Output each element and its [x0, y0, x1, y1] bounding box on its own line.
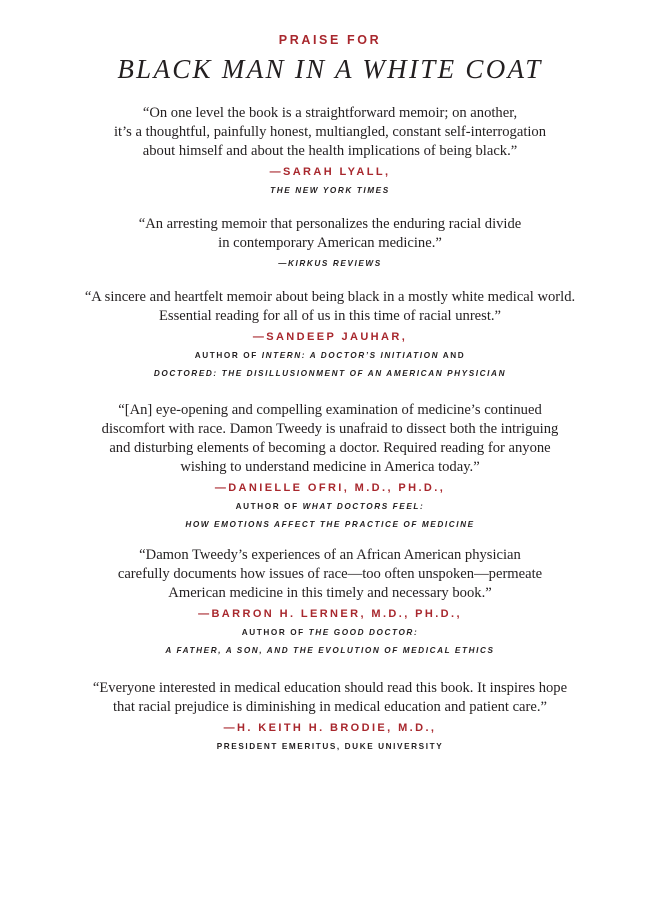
quote-line: in contemporary American medicine.” — [218, 235, 442, 251]
credential-text: AUTHOR OF — [235, 502, 303, 511]
blurb-sarah-lyall — [0, 104, 660, 196]
praise-kicker: PRAISE FOR — [278, 33, 382, 47]
attribution-name: —H. KEITH H. BRODIE, M.D., — [223, 722, 437, 734]
blurb-quote — [0, 288, 660, 326]
quote-line: “Everyone interested in medical education should read this book. It inspires hope — [92, 680, 568, 696]
attribution-credential — [0, 627, 660, 638]
quote-line: “On one level the book is a straightforward memoir; on another, — [142, 105, 518, 121]
quote-line: “A sincere and heartfelt memoir about being black in a mostly white medical world. — [84, 289, 576, 305]
publication-title: THE NEW YORK TIMES — [270, 186, 390, 195]
credential-text: PRESIDENT EMERITUS, DUKE UNIVERSITY — [216, 742, 444, 751]
quote-line: discomfort with race. Damon Tweedy is unafraid to dissect both the intriguing — [101, 421, 559, 437]
attribution-name: —SANDEEP JAUHAR, — [252, 331, 408, 343]
quote-line: “[An] eye-opening and compelling examination of medicine’s continued — [118, 402, 542, 418]
quote-line: Essential reading for all of us in this time of racial unrest.” — [158, 308, 502, 324]
blurb-sandeep-jauhar — [0, 288, 660, 379]
attribution-name — [0, 258, 660, 269]
attribution-dash: — — [278, 259, 288, 268]
attribution-credential — [0, 645, 660, 656]
book-citation: INTERN: A DOCTOR’S INITIATION — [261, 351, 440, 360]
attribution-name: —BARRON H. LERNER, M.D., PH.D., — [198, 608, 462, 620]
attribution-credential — [0, 519, 660, 530]
blurb-quote — [0, 546, 660, 603]
quote-line: “Damon Tweedy’s experiences of an African American physician — [139, 547, 521, 563]
credential-text: AUTHOR OF — [241, 628, 309, 637]
book-citation: A FATHER, A SON, AND THE EVOLUTION OF MEDICAL ETHICS — [165, 646, 495, 655]
quote-line: about himself and about the health implications of being black.” — [142, 143, 518, 159]
attribution-credential — [0, 350, 660, 361]
book-citation: WHAT DOCTORS FEEL: — [302, 502, 425, 511]
blurb-barron-lerner — [0, 546, 660, 656]
quote-line: that racial prejudice is diminishing in medical education and patient care.” — [112, 699, 547, 715]
attribution-credential — [0, 185, 660, 196]
attribution-name: —DANIELLE OFRI, M.D., PH.D., — [214, 482, 446, 494]
quote-line: American medicine in this timely and necessary book.” — [168, 585, 492, 601]
book-citation: THE GOOD DOCTOR: — [308, 628, 419, 637]
quote-line: it’s a thoughtful, painfully honest, multiangled, constant self-interrogation — [113, 124, 547, 140]
blurb-quote — [0, 401, 660, 477]
blurb-danielle-ofri — [0, 401, 660, 530]
credential-text: AUTHOR OF — [194, 351, 262, 360]
blurb-keith-brodie — [0, 679, 660, 752]
publication-title: KIRKUS REVIEWS — [287, 259, 382, 268]
credential-text: AND — [439, 351, 466, 360]
blurb-quote — [0, 679, 660, 717]
quote-line: and disturbing elements of becoming a doctor. Required reading for anyone — [109, 440, 551, 456]
attribution-credential — [0, 741, 660, 752]
quote-line: wishing to understand medicine in America today.” — [180, 459, 480, 475]
book-citation: HOW EMOTIONS AFFECT THE PRACTICE OF MEDICINE — [185, 520, 475, 529]
blurb-quote — [0, 215, 660, 253]
book-title: BLACK MAN IN A WHITE COAT — [117, 54, 543, 84]
blurb-quote — [0, 104, 660, 161]
attribution-name: —SARAH LYALL, — [269, 166, 391, 178]
quote-line: “An arresting memoir that personalizes the enduring racial divide — [138, 216, 522, 232]
attribution-credential — [0, 501, 660, 512]
book-citation: DOCTORED: THE DISILLUSIONMENT OF AN AMERICAN PHYSICIAN — [153, 369, 507, 378]
blurb-kirkus-reviews — [0, 215, 660, 269]
quote-line: carefully documents how issues of race—too often unspoken—permeate — [117, 566, 543, 582]
attribution-credential — [0, 368, 660, 379]
